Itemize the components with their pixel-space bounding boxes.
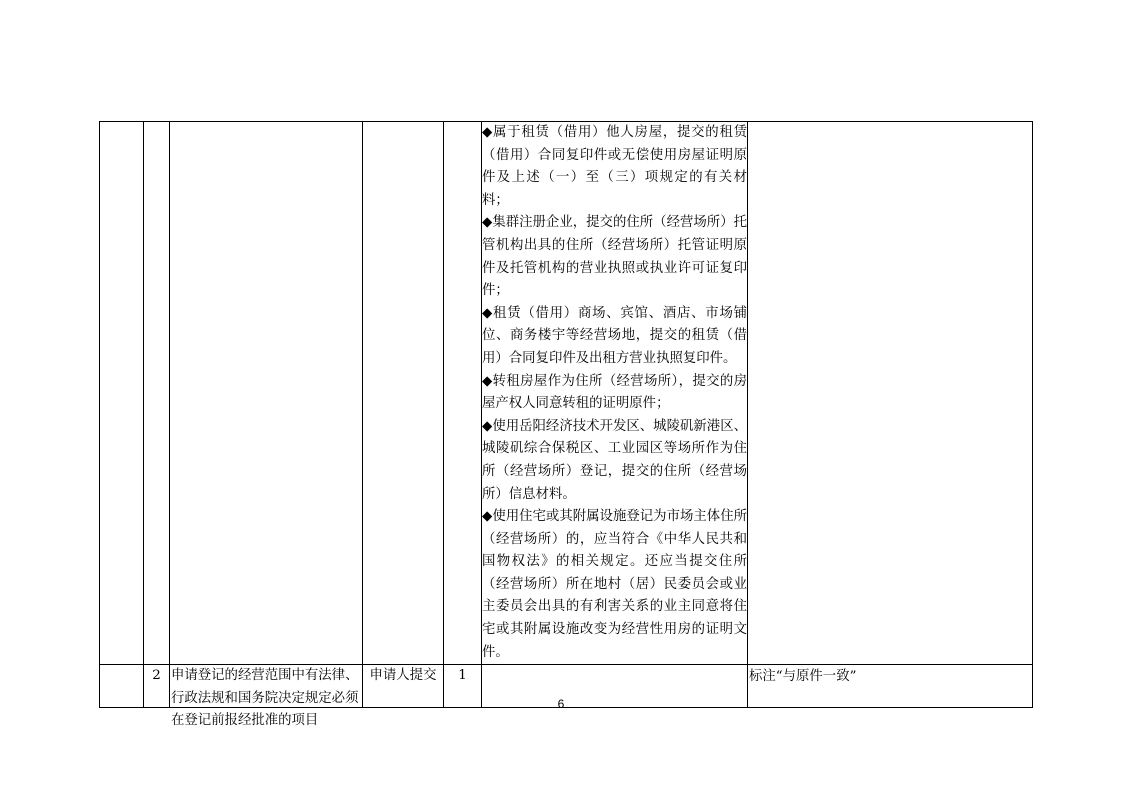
materials-table [99, 121, 1033, 729]
number-cell: 2 [144, 665, 170, 708]
requirement-paragraph: ◆集群注册企业，提交的住所（经营场所）托管机构出具的住所（经营场所）托管证明原件及托管机构的营业执照或执业许可证复印件； [482, 215, 747, 299]
notes-cell [748, 122, 1033, 665]
category-cell [100, 122, 144, 665]
item-cell [170, 122, 363, 665]
requirement-paragraph: ◆转租房屋作为住所（经营场所），提交的房屋产权人同意转租的证明原件； [482, 373, 747, 412]
requirement-paragraph: ◆使用岳阳经济技术开发区、城陵矶新港区、城陵矶综合保税区、工业园区等场所作为住所（经营场所）登记，提交的住所（经营场所）信息材料。 [482, 418, 747, 502]
copies-cell [444, 122, 482, 665]
note-text: 标注“与原件一致” [749, 669, 857, 685]
requirement-paragraph: ◆使用住宅或其附属设施登记为市场主体住所（经营场所）的，应当符合《中华人民共和国物权法》的相关规定。还应当提交住所（经营场所）所在地村（居）民委员会或业主委员会出具的有利害关系的业主同意将住宅或其附属设施改变为经营性用房的证明文件。 [482, 509, 747, 660]
source-cell: 申请人提交 [363, 665, 444, 708]
copies-cell: 1 [444, 665, 482, 708]
table-row [100, 122, 1033, 665]
requirement-paragraph: ◆租赁（借用）商场、宾馆、酒店、市场铺位、商务楼宇等经营场地，提交的租赁（借用）合同复印件及出租方营业执照复印件。 [482, 305, 747, 366]
requirements-cell [482, 122, 748, 665]
requirement-paragraph: ◆属于租赁（借用）他人房屋，提交的租赁（借用）合同复印件或无偿使用房屋证明原件及上述（一）至（三）项规定的有关材料； [482, 125, 747, 208]
source-cell [363, 122, 444, 665]
item-text: 申请登记的经营范围中有法律、行政法规和国务院决定规定必须在登记前报经批准的项目 [171, 668, 359, 729]
number-cell [144, 122, 170, 665]
page-number: 6 [557, 697, 565, 711]
